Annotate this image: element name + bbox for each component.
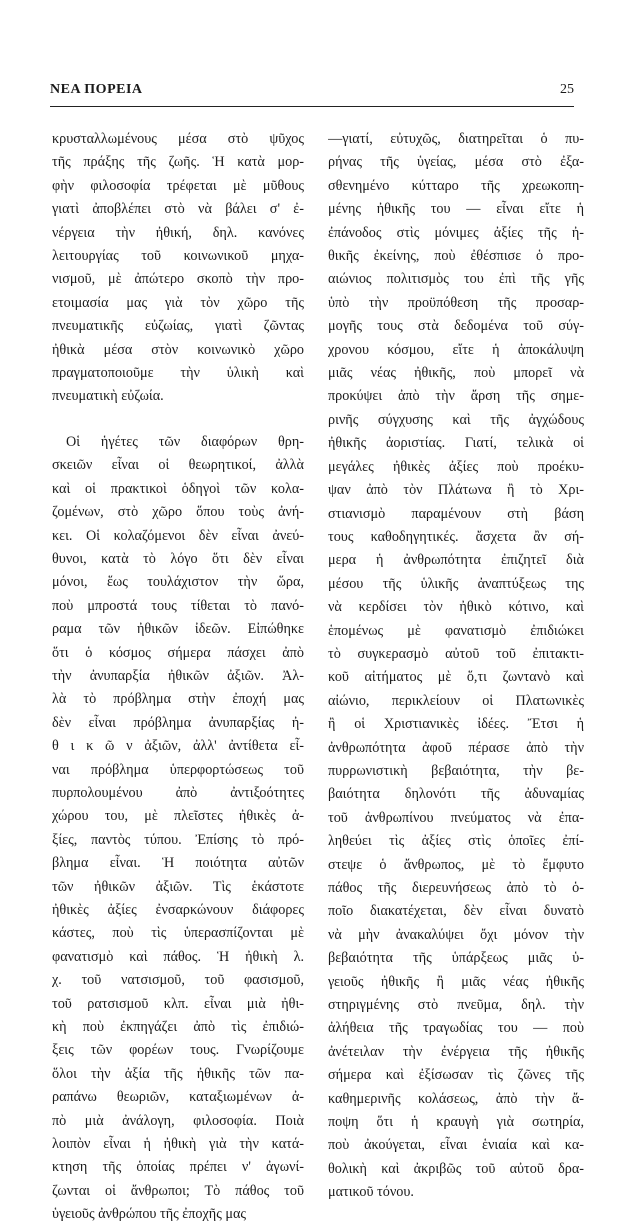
text-line: χρονου κόσμου, εἴτε ἡ ἀποκάλυψη [328, 341, 584, 358]
text-line: φανατισμὸ καὶ πάθος. Ἡ ἠθικὴ λ. [52, 948, 304, 965]
page-number: 25 [560, 82, 574, 97]
text-line: τοῦ ἀνθρωπίνου πνεύματος νὰ ἐπα- [328, 809, 584, 826]
text-line: στεψε ὁ ἄνθρωπος, μὲ τὸ ἔμφυτο [328, 856, 584, 873]
right-column [328, 128, 584, 1205]
text-line: καθημερινῆς κολάσεως, ἀπὸ τὴν ἄ- [328, 1090, 584, 1107]
text-line: μέσου τῆς ὑλικῆς ἀναπτύξεως της [328, 575, 584, 592]
text-line: νισμοῦ, μὲ ἀπώτερο σκοπὸ τὴν προ- [52, 271, 304, 288]
text-line: θυνοι, κατὰ τὸ λόγο ὅτι δὲν εἶναι [52, 550, 304, 567]
text-line: νὰ κερδίσει τὸν ἠθικὸ κότινο, καὶ [328, 599, 584, 616]
text-line: πάθος τῆς διερευνήσεως ἀπὸ τὸ ὁ- [328, 880, 584, 896]
text-line: τους καθοδηγητικές. ἄσχετα ἂν σή- [328, 528, 584, 545]
text-line: θολικὴ καὶ ἀκριβῶς τοῦ αὐτοῦ δρα- [328, 1160, 584, 1177]
text-line: προκύψει ἀπὸ τὴν ἄρση τῆς σημε- [328, 388, 584, 405]
text-line: ρινῆς σύγχυσης καὶ τῆς ἀγχώδους [328, 411, 584, 428]
text-line: κει. Οἱ κολαζόμενοι δὲν εἶναι ἀνεύ- [52, 527, 304, 544]
text-line: μιᾶς νέας ἠθικῆς, ποὺ μπορεῖ νὰ [328, 365, 584, 382]
text-line: πνευματικὴ εὐζωία. [52, 388, 164, 405]
text-line: κοῦ αἰτήματος μὲ ὅ,τι ζωντανὸ καὶ [328, 669, 584, 686]
text-line: ξεις τῶν φορέων τους. Γνωρίζουμε [52, 1042, 304, 1059]
text-line: πνευματικῆς εὐζωίας, γιατὶ ζῶντας [52, 318, 304, 335]
text-line: ἑπομένως μὲ φανατισμὸ ἐπιδιώκει [328, 622, 584, 639]
header-rule [50, 106, 574, 107]
text-line: μερα ἡ ἀνθρωπότητα ἐπιζητεῖ διὰ [328, 552, 584, 569]
text-line: σήμερα καὶ ἐξίσωσαν τὶς ζῶνες τῆς [328, 1067, 584, 1084]
text-line: βεβαιότητα τῆς ὑπάρξεως μιᾶς ὑ- [328, 950, 584, 967]
text-line: σθενημένο κύτταρο τῆς χρεωκοπη- [328, 177, 584, 194]
text-line: βαιότητα δηλονότι τῆς ἀδυναμίας [328, 786, 584, 803]
text-line: θικῆς ἐκείνης, ποὺ ἐθέσπισε ὁ προ- [328, 248, 584, 265]
text-line: χ. τοῦ νατσισμοῦ, τοῦ φασισμοῦ, [52, 972, 304, 989]
paragraph [52, 431, 304, 1227]
text-line: ὑγειοῦς ἀνθρώπου τῆς ἐποχῆς μας [52, 1206, 247, 1223]
text-line: μογῆς τους στὰ δεδομένα τοῦ σύγ- [328, 318, 584, 335]
text-line: ματικοῦ τόνου. [328, 1184, 414, 1201]
text-line: λοιπὸν εἶναι ἡ ἠθικὴ γιὰ τὴν κατά- [52, 1136, 304, 1153]
text-line: πραγματοποιοῦμε τὴν ὑλικὴ καὶ [52, 365, 304, 382]
text-line: λειτουργίας τοῦ κοινωνικοῦ μηχα- [52, 248, 304, 265]
text-line: τῶν ἠθικῶν ἀξιῶν. Τὶς ἑκάστοτε [52, 878, 304, 895]
text-line: ποὺ ἀκούγεται, εἶναι ἑνιαία καὶ κα- [328, 1137, 584, 1154]
paragraph [328, 128, 584, 1205]
text-line: τὴν ἀνυπαρξία ἠθικῶν ἀξιῶν. Ἀλ- [52, 667, 304, 684]
text-line: γειοῦς ἠθικῆς ἢ μιᾶς νέας ἠθικῆς [328, 973, 584, 990]
text-line: ρήνας τῆς ὑγείας, μέσα στὸ ἐξα- [328, 154, 584, 171]
text-line: ἀνέτειλαν τὴν ἐνέργεια τῆς ἠθικῆς [328, 1043, 584, 1060]
text-line: ραπάνω θεωριῶν, καταξιωμένων ἀ- [52, 1089, 304, 1106]
text-line: ἀλήθεια τῆς τραγωδίας του — ποὺ [328, 1020, 584, 1037]
text-line: δὲν εἶναι πρόβλημα ἀνυπαρξίας ἠ- [52, 714, 304, 731]
text-line: ἠθικὰ μέσα στὸν κοινωνικὸ χῶρο [52, 341, 304, 358]
text-line: χώρου του, μὲ πλεῖστες ἠθικὲς ἀ- [52, 808, 304, 825]
text-line: ἀνθρωπότητα ἀφοῦ πέρασε ἀπὸ τὴν [328, 739, 584, 756]
text-line: ετοιμασία μας γιὰ τὸν χῶρο τῆς [52, 294, 304, 311]
text-line: ποῖο διακατέχεται, δὲν εἶναι δυνατὸ [328, 903, 584, 920]
text-line: ζομένων, στὸ χῶρο ὅπου τοὺς ἀνή- [52, 504, 304, 521]
text-line: νέργεια τὴν ἠθική, δηλ. κανόνες [52, 224, 304, 241]
text-line: ἠθικὲς ἀξίες ἐνσαρκώνουν διάφορες [52, 902, 304, 918]
text-line: τὸ συγκερασμὸ αὐτοῦ τοῦ ἐπιτακτι- [328, 645, 584, 662]
text-line: ὑπὸ τὴν προϋπόθεση τῆς προσαρ- [328, 294, 584, 311]
text-line: νὰ μὴν ἀνακαλύψει ὄχι μόνον τὴν [328, 926, 584, 943]
text-line: ὅλοι τὴν ἀξία τῆς ἠθικῆς τῶν πα- [52, 1065, 304, 1082]
text-line: ποὺ μπροστά τους τίθεται τὸ πανό- [52, 597, 304, 614]
text-line: μένης ἠθικῆς του — εἶναι εἴτε ἡ [328, 201, 584, 218]
text-line: τοῦ ρατσισμοῦ κλπ. εἶναι μιὰ ἠθι- [52, 995, 304, 1012]
text-line: λὰ τὸ πρόβλημα στὴν ἐποχή μας [52, 691, 304, 708]
paragraph [52, 128, 304, 409]
text-line: ψαν ἀπὸ τὸν Πλάτωνα ἢ τὸ Χρι- [328, 482, 584, 499]
text-line: μόνοι, ἕως τουλάχιστον τὴν ὥρα, [52, 574, 304, 591]
text-line: —γιατί, εὐτυχῶς, διατηρεῖται ὁ πυ- [328, 131, 584, 147]
text-line: ποψη ὅτι ἡ κραυγὴ γιὰ σωτηρία, [328, 1114, 584, 1131]
text-line: ἐπάνοδος στὶς μόνιμες ἀξίες τῆς ἠ- [328, 224, 584, 241]
text-line: αιώνιος πολιτισμὸς του ἐπὶ τῆς γῆς [328, 271, 584, 288]
text-line: ληθεύει τὶς ἀξίες στὶς ὁποῖες ἐπί- [328, 833, 584, 850]
text-line: καὶ οἱ πρακτικοὶ ὁδηγοὶ τῶν κολα- [52, 480, 304, 497]
text-line: ἢ οἱ Χριστιανικὲς ἰδέες. Ἔτσι ἡ [328, 716, 584, 733]
text-line: γιατὶ ἀποβλέπει στὸ νὰ βάλει σ' ἐ- [52, 201, 304, 218]
text-line: κάστες, ποὺ τὶς ὑπερασπίζονται μὲ [52, 925, 304, 942]
text-line: κὴ ποὺ ἐκπηγάζει ἀπὸ τὶς ἐπιδιώ- [52, 1019, 304, 1036]
text-line: αἰώνιο, περικλείουν οἱ Πλατωνικὲς [328, 692, 584, 709]
text-line: τῆς πράξης τῆς ζωῆς. Ἡ κατὰ μορ- [52, 154, 304, 171]
text-line: πυρπολουμένου ἀπὸ ἀντιξοότητες [52, 784, 304, 801]
text-line: ὅτι ὁ κόσμος σήμερα πάσχει ἀπὸ [52, 644, 304, 661]
text-line: ἠθικῆς ἀοριστίας. Γιατί, τελικὰ οἱ [328, 435, 584, 452]
text-line: ξίες, παντὸς τύπου. Ἐπίσης τὸ πρό- [52, 831, 304, 848]
journal-title: ΝΕΑ ΠΟΡΕΙΑ [50, 82, 143, 97]
left-column [52, 128, 304, 1227]
text-line: θ ι κ ῶ ν ἀξιῶν, ἀλλ' ἀντίθετα εἶ- [52, 738, 304, 755]
text-line: στηριγμένης στὸ πνεῦμα, δηλ. τὴν [328, 997, 584, 1014]
text-line: Οἱ ἡγέτες τῶν διαφόρων θρη- [66, 433, 304, 450]
text-line: κτηση τῆς ὁποίας πρέπει ν' ἀγωνί- [52, 1159, 304, 1176]
text-line: σκειῶν εἶναι οἱ θεωρητικοί, ἀλλὰ [52, 457, 304, 474]
running-header [50, 82, 574, 104]
text-line: ζωνται οἱ ἄνθρωποι; Τὸ πάθος τοῦ [52, 1182, 304, 1199]
text-line: βλημα εἶναι. Ἡ ποιότητα αὐτῶν [52, 855, 304, 872]
text-line: πυρρωνιστικὴ βεβαιότητα, τὴν βε- [328, 762, 584, 779]
text-line: ναι πρόβλημα ὑπερφορτώσεως τοῦ [52, 761, 304, 778]
text-line: μεγάλες ἠθικὲς ἀξίες ποὺ προέκυ- [328, 458, 584, 475]
text-line: φὴν φιλοσοφία τρέφεται μὲ μῦθους [52, 177, 304, 194]
text-line: στιανισμὸ παραμένουν στὴ βάση [328, 505, 584, 522]
paragraph-gap [52, 409, 304, 431]
text-line: πὸ μιὰ ἀνάλογη, φιλοσοφία. Ποιὰ [52, 1112, 304, 1129]
text-line: ραμα τῶν ἠθικῶν ἰδεῶν. Εἰπώθηκε [52, 621, 304, 638]
text-line: κρυσταλλωμένους μέσα στὸ ψῦχος [52, 131, 304, 147]
